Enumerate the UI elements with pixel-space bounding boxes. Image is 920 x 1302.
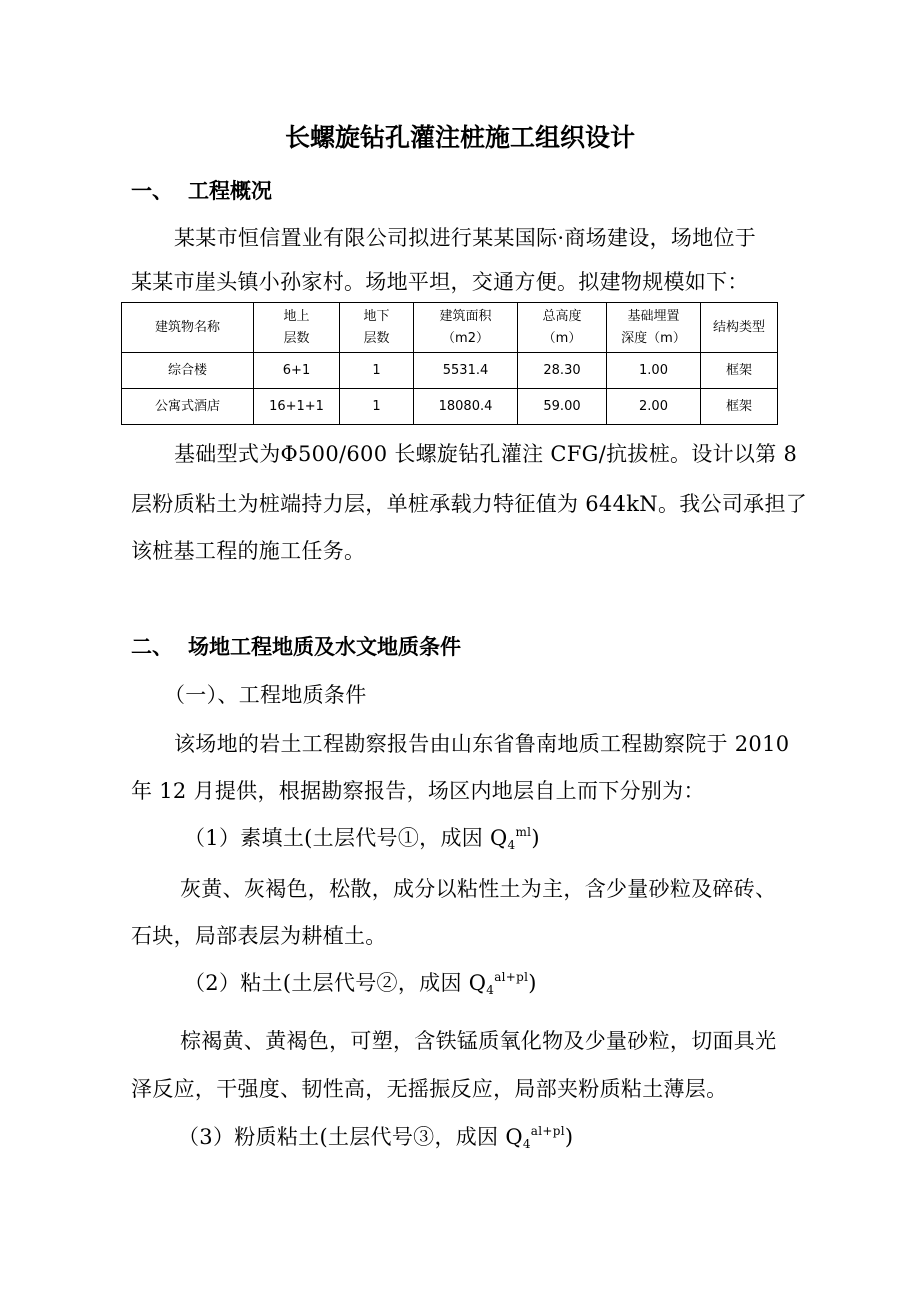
soil-layer-1-description: 石块，局部表层为耕植土。	[131, 924, 387, 948]
section-2-paragraph-line: 年 12 月提供，根据勘察报告，场区内地层自上而下分别为：	[131, 779, 705, 803]
section-1-number: 一、	[131, 179, 173, 203]
soil-layer-2-label: （2）粘土(土层代号②，成因 $Q_4^{al+pl}$)	[184, 970, 537, 997]
table-row	[122, 353, 778, 389]
table-cell: 框架	[701, 389, 778, 425]
soil-layer-2-description: 泽反应，干强度、韧性高，无摇振反应，局部夹粉质粘土薄层。	[131, 1077, 728, 1101]
section-1-paragraph-line: 层粉质粘土为桩端持力层，单桩承载力特征值为 644kN。我公司承担了	[131, 492, 808, 516]
table-row	[122, 389, 778, 425]
table-cell: 1.00	[607, 353, 701, 389]
table-cell: 6+1	[254, 353, 340, 389]
table-cell: 28.30	[518, 353, 607, 389]
table-header-cell: 建筑物名称	[122, 303, 254, 353]
table-header-cell: 地上 层数	[254, 303, 340, 353]
table-cell: 59.00	[518, 389, 607, 425]
soil-layer-1-description: 灰黄、灰褐色，松散，成分以粘性土为主，含少量砂粒及碎砖、	[180, 877, 777, 901]
table-header-cell: 总高度 （m）	[518, 303, 607, 353]
table-cell: 5531.4	[414, 353, 518, 389]
table-cell: 公寓式酒店	[122, 389, 254, 425]
section-2-subheading: （一）、工程地质条件	[164, 683, 367, 707]
section-1-paragraph-line: 某某市崖头镇小孙家村。场地平坦，交通方便。拟建物规模如下：	[131, 270, 749, 294]
section-2-heading: 场地工程地质及水文地质条件	[188, 635, 461, 659]
table-header-cell: 基础埋置 深度（m）	[607, 303, 701, 353]
soil-layer-3-label: （3）粉质粘土(土层代号③，成因 $Q_4^{al+pl}$)	[178, 1124, 574, 1151]
soil-layer-2-description: 棕褐黄、黄褐色，可塑，含铁锰质氧化物及少量砂粒，切面具光	[180, 1029, 777, 1053]
section-2-number: 二、	[131, 635, 173, 659]
building-scale-table	[121, 302, 778, 425]
table-header-row	[122, 303, 778, 353]
section-1-paragraph-line: 该桩基工程的施工任务。	[131, 539, 366, 563]
table-cell: 综合楼	[122, 353, 254, 389]
section-1-heading: 工程概况	[188, 179, 272, 203]
section-1-paragraph-line: 某某市恒信置业有限公司拟进行某某国际·商场建设，场地位于	[174, 226, 757, 250]
table-cell: 1	[340, 353, 414, 389]
table-cell: 18080.4	[414, 389, 518, 425]
table-cell: 1	[340, 389, 414, 425]
table-header-cell: 地下 层数	[340, 303, 414, 353]
table-header-cell: 建筑面积 （m2）	[414, 303, 518, 353]
section-1-paragraph-line: 基础型式为Φ500/600 长螺旋钻孔灌注 CFG/抗拔桩。设计以第 8	[174, 442, 798, 466]
table-cell: 16+1+1	[254, 389, 340, 425]
soil-layer-1-label: （1）素填土(土层代号①，成因 $Q_4^{ml}$)	[184, 825, 540, 852]
table-header-cell: 结构类型	[701, 303, 778, 353]
section-2-paragraph-line: 该场地的岩土工程勘察报告由山东省鲁南地质工程勘察院于 2010	[174, 732, 790, 756]
document-title: 长螺旋钻孔灌注桩施工组织设计	[284, 123, 635, 152]
table-cell: 2.00	[607, 389, 701, 425]
table-cell: 框架	[701, 353, 778, 389]
